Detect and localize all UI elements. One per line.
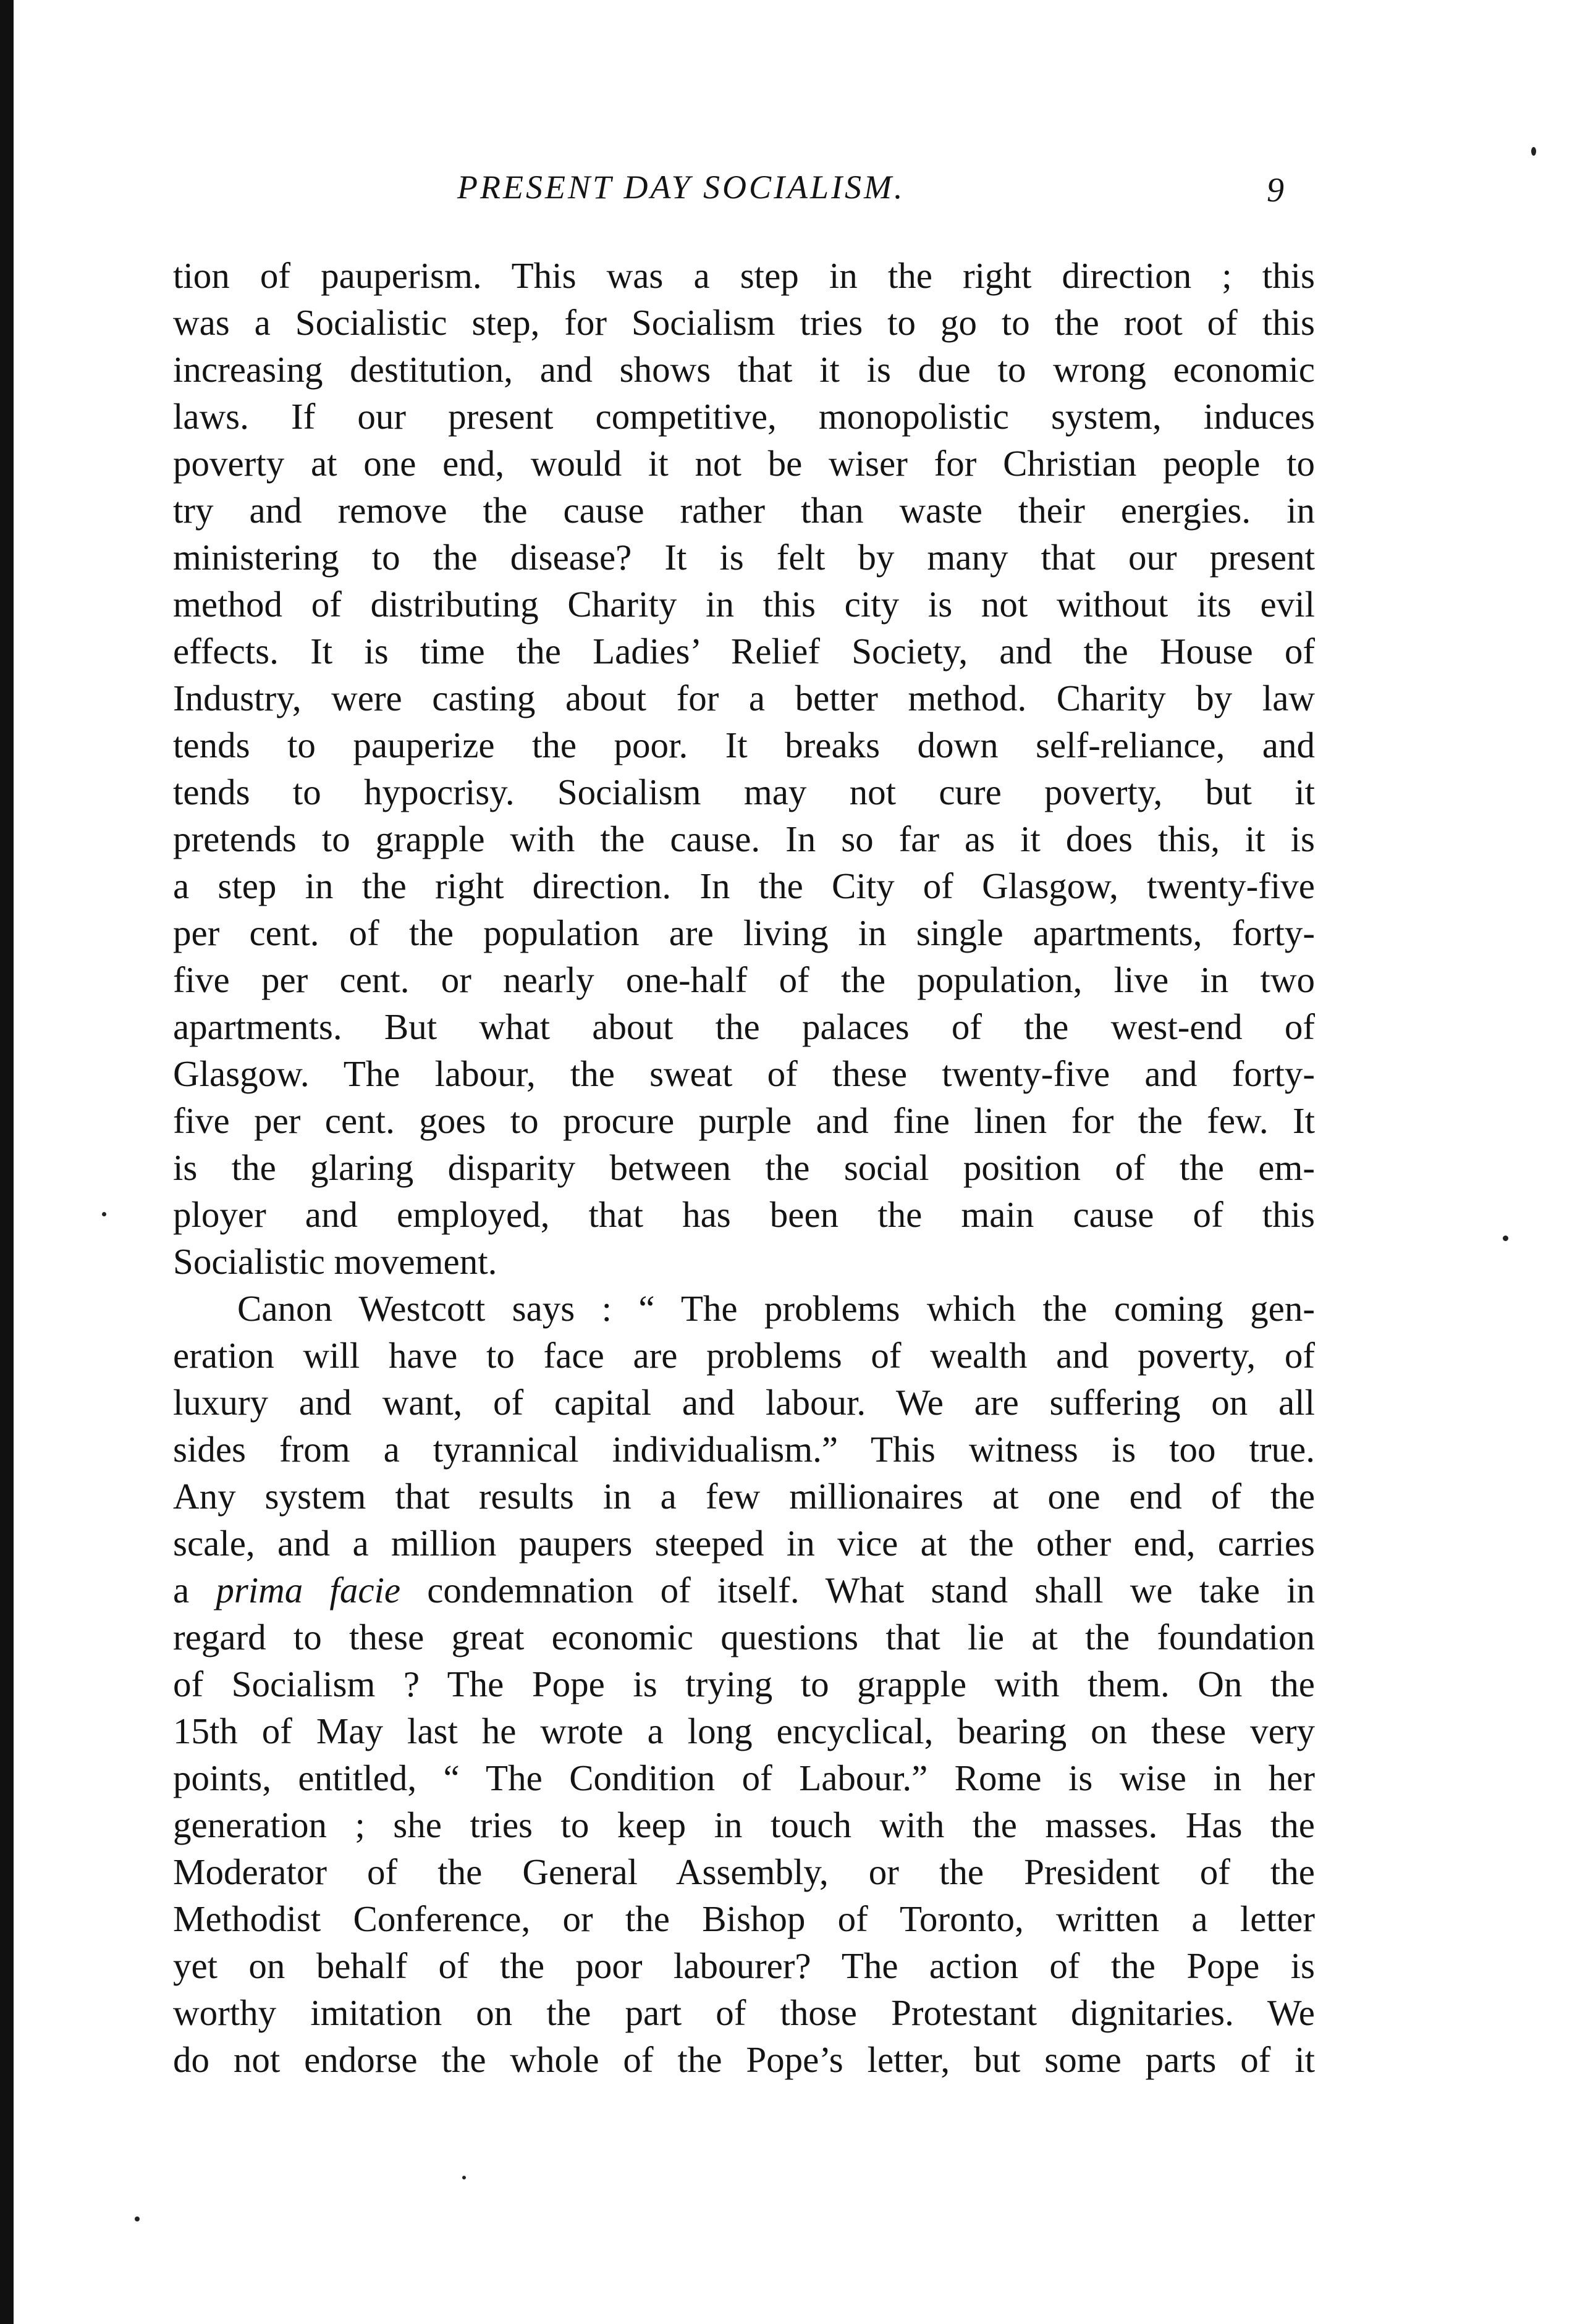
italic-phrase: prima facie	[216, 1570, 401, 1610]
text-line: regard to these great economic questions that lie at the foundation	[173, 1617, 1315, 1657]
body-text	[173, 252, 1315, 2083]
text-line: ployer and employed, that has been the main cause of this	[173, 1194, 1315, 1235]
text-line: five per cent. goes to procure purple and fine linen for the few. It	[173, 1100, 1315, 1141]
text-line: laws. If our present competitive, monopolistic system, induces	[173, 396, 1315, 437]
text-line: a step in the right direction. In the City of Glasgow, twenty-five	[173, 865, 1315, 906]
running-title: PRESENT DAY SOCIALISM.	[457, 169, 905, 206]
text-line: Canon Westcott says : “ The problems which the coming gen-	[237, 1288, 1315, 1329]
scan-speck	[135, 2217, 140, 2221]
text-line: ministering to the disease? It is felt by many that our present	[173, 537, 1315, 578]
text-line: effects. It is time the Ladies’ Relief Society, and the House of	[173, 631, 1315, 672]
text-line: worthy imitation on the part of those Protestant dignitaries. We	[173, 1992, 1315, 2033]
text-line: try and remove the cause rather than waste their energies. in	[173, 490, 1315, 531]
text-line: do not endorse the whole of the Pope’s letter, but some parts of it	[173, 2039, 1315, 2080]
text-line: Moderator of the General Assembly, or the President of the	[173, 1851, 1315, 1892]
text-line: yet on behalf of the poor labourer? The action of the Pope is	[173, 1945, 1315, 1986]
scan-speck	[102, 1212, 106, 1216]
text-line: tion of pauperism. This was a step in the right direction ; this	[173, 255, 1315, 296]
text-line: was a Socialistic step, for Socialism tries to go to the root of this	[173, 302, 1315, 343]
text-line: Any system that results in a few millionaires at one end of the	[173, 1476, 1315, 1517]
page-binding-edge	[0, 0, 14, 2324]
text-line: per cent. of the population are living in single apartments, forty-	[173, 912, 1315, 953]
text-line: scale, and a million paupers steeped in vice at the other end, carries	[173, 1523, 1315, 1564]
text-line: tends to hypocrisy. Socialism may not cure poverty, but it	[173, 772, 1315, 812]
text-line: pretends to grapple with the cause. In so far as it does this, it is	[173, 819, 1315, 859]
text-line: apartments. But what about the palaces of the west-end of	[173, 1006, 1315, 1047]
text-line: of Socialism ? The Pope is trying to grapple with them. On the	[173, 1664, 1315, 1704]
text-fragment: a	[173, 1570, 216, 1610]
text-line: five per cent. or nearly one-half of the population, live in two	[173, 959, 1315, 1000]
text-line: tends to pauperize the poor. It breaks down self-reliance, and	[173, 725, 1315, 765]
text-fragment: condemnation of itself. What stand shall we take in	[400, 1570, 1316, 1610]
text-line: Socialistic movement.	[173, 1241, 497, 1282]
text-line: Glasgow. The labour, the sweat of these twenty-five and forty-	[173, 1053, 1315, 1094]
scan-speck	[462, 2176, 466, 2179]
text-line-with-italic	[173, 1567, 1315, 1614]
text-line: luxury and want, of capital and labour. We are suffering on all	[173, 1382, 1315, 1423]
text-line: poverty at one end, would it not be wiser for Christian people to	[173, 443, 1315, 484]
text-line: is the glaring disparity between the social position of the em-	[173, 1147, 1315, 1188]
scan-speck	[1503, 1236, 1508, 1241]
text-line: points, entitled, “ The Condition of Labour.” Rome is wise in her	[173, 1758, 1315, 1798]
text-line: increasing destitution, and shows that it is due to wrong economic	[173, 349, 1315, 390]
scan-speck	[1531, 147, 1536, 156]
text-line: sides from a tyrannical individualism.” This witness is too true.	[173, 1429, 1315, 1470]
page-number: 9	[1267, 171, 1284, 209]
text-line: eration will have to face are problems of wealth and poverty, of	[173, 1335, 1315, 1376]
text-line: Industry, were casting about for a better method. Charity by law	[173, 678, 1315, 718]
text-line: generation ; she tries to keep in touch with the masses. Has the	[173, 1804, 1315, 1845]
text-line: Methodist Conference, or the Bishop of Toronto, written a letter	[173, 1898, 1315, 1939]
text-line: method of distributing Charity in this city is not without its evil	[173, 584, 1315, 625]
text-line: 15th of May last he wrote a long encyclical, bearing on these very	[173, 1711, 1315, 1751]
